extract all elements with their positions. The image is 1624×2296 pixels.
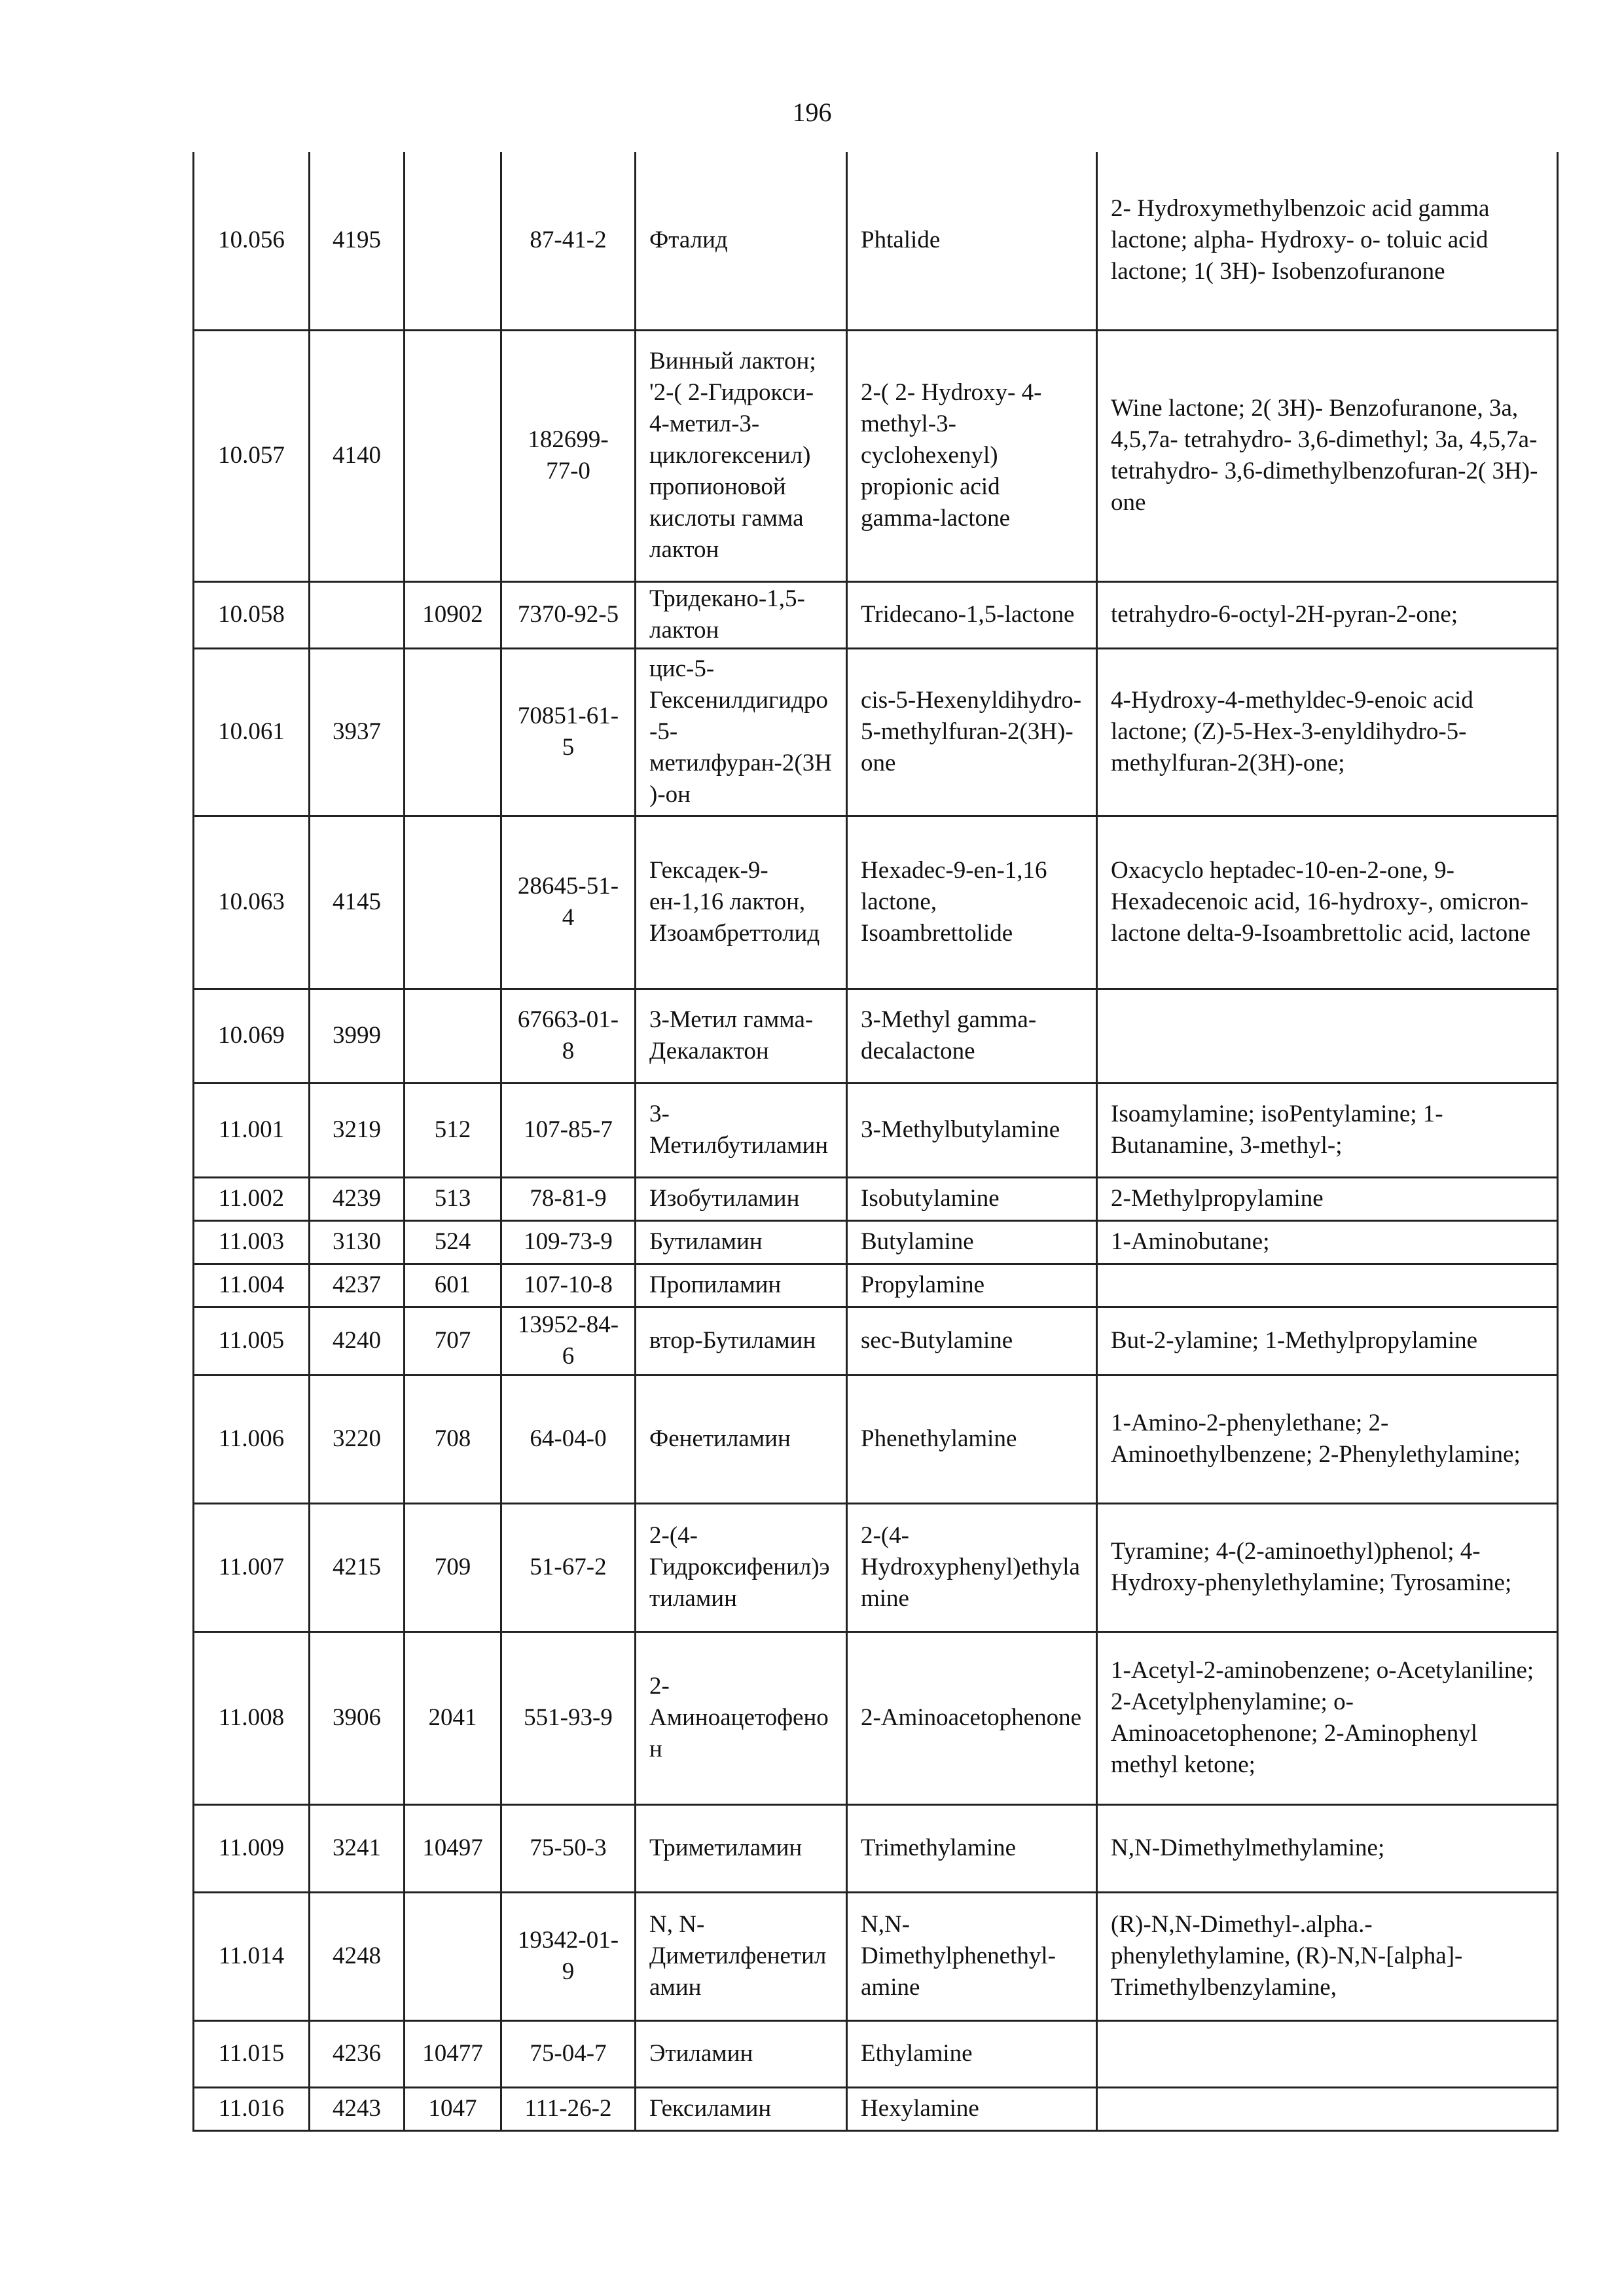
cell-name-en: Propylamine (847, 1264, 1097, 1307)
cell-cas: 109-73-9 (501, 1220, 636, 1264)
cell-cas: 13952-84-6 (501, 1307, 636, 1375)
cell-cas: 75-04-7 (501, 2020, 636, 2087)
cell-name-en: Ethylamine (847, 2020, 1097, 2087)
cell-name-en: Phtalide (847, 152, 1097, 330)
cell-number: 11.005 (194, 1307, 310, 1375)
cell-coe (405, 330, 501, 581)
cell-name-en: Butylamine (847, 1220, 1097, 1264)
cell-name-ru: втор-Бутиламин (636, 1307, 847, 1375)
cell-number: 11.016 (194, 2087, 310, 2130)
cell-synonyms (1097, 2020, 1558, 2087)
cell-synonyms: Tyramine; 4-(2-aminoethyl)phenol; 4-Hydroxy-phenylethylamine; Tyrosamine; (1097, 1503, 1558, 1631)
cell-name-ru: Этиламин (636, 2020, 847, 2087)
cell-fema: 4195 (310, 152, 405, 330)
cell-name-en: 3-Methyl gamma-decalactone (847, 989, 1097, 1083)
cell-fema: 3937 (310, 648, 405, 816)
cell-fema: 3220 (310, 1375, 405, 1503)
cell-coe: 2041 (405, 1631, 501, 1804)
table-row (194, 1631, 1558, 1804)
cell-name-ru: цис-5-Гексенилдигидро-5-метилфуран-2(3Н)-он (636, 648, 847, 816)
cell-cas: 87-41-2 (501, 152, 636, 330)
table-row (194, 2020, 1558, 2087)
cell-fema: 4240 (310, 1307, 405, 1375)
cell-name-ru: Фталид (636, 152, 847, 330)
cell-name-en: Phenethylamine (847, 1375, 1097, 1503)
cell-coe (405, 1892, 501, 2020)
cell-name-en: cis-5-Hexenyldihydro-5-methylfuran-2(3H)-one (847, 648, 1097, 816)
table-row (194, 2087, 1558, 2130)
cell-coe (405, 816, 501, 989)
cell-name-ru: Бутиламин (636, 1220, 847, 1264)
cell-fema: 3130 (310, 1220, 405, 1264)
cell-number: 11.014 (194, 1892, 310, 2020)
cell-coe (405, 152, 501, 330)
table-row (194, 989, 1558, 1083)
cell-fema: 4239 (310, 1177, 405, 1220)
cell-cas: 551-93-9 (501, 1631, 636, 1804)
cell-name-ru: Триметиламин (636, 1804, 847, 1892)
cell-cas: 70851-61-5 (501, 648, 636, 816)
cell-fema: 4215 (310, 1503, 405, 1631)
cell-fema: 3906 (310, 1631, 405, 1804)
cell-name-ru: Тридекано-1,5-лактон (636, 581, 847, 648)
cell-cas: 19342-01-9 (501, 1892, 636, 2020)
cell-coe: 524 (405, 1220, 501, 1264)
cell-name-en: 2-(4-Hydroxyphenyl)ethylamine (847, 1503, 1097, 1631)
cell-number: 10.063 (194, 816, 310, 989)
cell-synonyms: Isoamylamine; isoPentylamine; 1-Butanamine, 3-methyl-; (1097, 1083, 1558, 1177)
cell-name-en: 2-Aminoacetophenone (847, 1631, 1097, 1804)
cell-number: 10.069 (194, 989, 310, 1083)
cell-number: 11.002 (194, 1177, 310, 1220)
table-row (194, 1220, 1558, 1264)
cell-fema: 4237 (310, 1264, 405, 1307)
cell-name-ru: 3-Метил гамма-Декалактон (636, 989, 847, 1083)
cell-fema: 4236 (310, 2020, 405, 2087)
cell-name-ru: 3-Метилбутиламин (636, 1083, 847, 1177)
table-row (194, 1264, 1558, 1307)
cell-coe: 512 (405, 1083, 501, 1177)
cell-number: 10.058 (194, 581, 310, 648)
cell-synonyms (1097, 1264, 1558, 1307)
table-row (194, 581, 1558, 648)
table-row (194, 816, 1558, 989)
cell-synonyms: Wine lactone; 2( 3H)- Benzofuranone, 3a, 4,5,7a- tetrahydro- 3,6-dimethyl; 3a, 4,5,7a- tetrahydro- 3,6-dimethylbenzofuran-2( 3H)- one (1097, 330, 1558, 581)
table-row (194, 1307, 1558, 1375)
cell-fema (310, 581, 405, 648)
cell-synonyms: 1-Acetyl-2-aminobenzene; o-Acetylaniline; 2-Acetylphenylamine; o-Aminoacetophenone; 2-Aminophenyl methyl ketone; (1097, 1631, 1558, 1804)
cell-coe: 601 (405, 1264, 501, 1307)
cell-cas: 107-10-8 (501, 1264, 636, 1307)
cell-cas: 67663-01-8 (501, 989, 636, 1083)
cell-name-ru: Гексадек-9-ен-1,16 лактон, Изоамбреттолид (636, 816, 847, 989)
cell-fema: 3241 (310, 1804, 405, 1892)
cell-cas: 75-50-3 (501, 1804, 636, 1892)
cell-name-ru: 2-(4-Гидроксифенил)этиламин (636, 1503, 847, 1631)
cell-synonyms: But-2-ylamine; 1-Methylpropylamine (1097, 1307, 1558, 1375)
cell-number: 11.007 (194, 1503, 310, 1631)
cell-fema: 4243 (310, 2087, 405, 2130)
table-row (194, 1892, 1558, 2020)
cell-cas: 64-04-0 (501, 1375, 636, 1503)
cell-synonyms: 4-Hydroxy-4-methyldec-9-enoic acid lactone; (Z)-5-Hex-3-enyldihydro-5-methylfuran-2(3H)-one; (1097, 648, 1558, 816)
cell-fema: 4145 (310, 816, 405, 989)
table-body (194, 152, 1558, 2130)
cell-name-ru: Пропиламин (636, 1264, 847, 1307)
cell-number: 10.061 (194, 648, 310, 816)
table-row (194, 1177, 1558, 1220)
cell-synonyms: N,N-Dimethylmethylamine; (1097, 1804, 1558, 1892)
table-row (194, 330, 1558, 581)
cell-cas: 107-85-7 (501, 1083, 636, 1177)
cell-number: 11.008 (194, 1631, 310, 1804)
cell-coe: 10477 (405, 2020, 501, 2087)
flavoring-substances-table (192, 152, 1559, 2132)
cell-name-en: sec-Butylamine (847, 1307, 1097, 1375)
cell-number: 11.015 (194, 2020, 310, 2087)
cell-name-ru: Изобутиламин (636, 1177, 847, 1220)
cell-name-ru: Гексиламин (636, 2087, 847, 2130)
cell-name-en: 3-Methylbutylamine (847, 1083, 1097, 1177)
cell-name-ru: 2-Аминоацетофенон (636, 1631, 847, 1804)
cell-cas: 78-81-9 (501, 1177, 636, 1220)
cell-synonyms: Oxacyclo heptadec-10-en-2-one, 9-Hexadecenoic acid, 16-hydroxy-, omicron-lactone delta-9-Isoambrettolic acid, lactone (1097, 816, 1558, 989)
cell-synonyms: 1-Aminobutane; (1097, 1220, 1558, 1264)
cell-coe: 707 (405, 1307, 501, 1375)
cell-coe (405, 648, 501, 816)
cell-name-en: Trimethylamine (847, 1804, 1097, 1892)
cell-coe: 1047 (405, 2087, 501, 2130)
cell-cas: 182699-77-0 (501, 330, 636, 581)
cell-cas: 111-26-2 (501, 2087, 636, 2130)
cell-fema: 4140 (310, 330, 405, 581)
cell-synonyms: tetrahydro-6-octyl-2H-pyran-2-one; (1097, 581, 1558, 648)
cell-synonyms: 2- Hydroxymethylbenzoic acid gamma lactone; alpha- Hydroxy- o- toluic acid lactone; 1( 3H)- Isobenzofuranone (1097, 152, 1558, 330)
cell-synonyms (1097, 989, 1558, 1083)
cell-number: 11.001 (194, 1083, 310, 1177)
cell-cas: 51-67-2 (501, 1503, 636, 1631)
cell-synonyms (1097, 2087, 1558, 2130)
cell-number: 11.004 (194, 1264, 310, 1307)
cell-fema: 4248 (310, 1892, 405, 2020)
cell-name-ru: Винный лактон; '2-( 2-Гидрокси- 4-метил-3-циклогексенил) пропионовой кислоты гамма лактон (636, 330, 847, 581)
cell-coe (405, 989, 501, 1083)
cell-number: 11.003 (194, 1220, 310, 1264)
cell-number: 10.056 (194, 152, 310, 330)
cell-name-en: Tridecano-1,5-lactone (847, 581, 1097, 648)
cell-coe: 10497 (405, 1804, 501, 1892)
cell-cas: 28645-51-4 (501, 816, 636, 989)
cell-coe: 513 (405, 1177, 501, 1220)
page-number: 196 (792, 98, 832, 127)
cell-fema: 3999 (310, 989, 405, 1083)
cell-synonyms: 2-Methylpropylamine (1097, 1177, 1558, 1220)
cell-synonyms: (R)-N,N-Dimethyl-.alpha.-phenylethylamine, (R)-N,N-[alpha]-Trimethylbenzylamine, (1097, 1892, 1558, 2020)
table-row (194, 152, 1558, 330)
cell-number: 11.009 (194, 1804, 310, 1892)
cell-name-en: Isobutylamine (847, 1177, 1097, 1220)
table-row (194, 1375, 1558, 1503)
cell-cas: 7370-92-5 (501, 581, 636, 648)
cell-name-ru: N, N-Диметилфенетиламин (636, 1892, 847, 2020)
table-row (194, 1503, 1558, 1631)
cell-coe: 709 (405, 1503, 501, 1631)
cell-number: 10.057 (194, 330, 310, 581)
table-row (194, 648, 1558, 816)
table-row (194, 1083, 1558, 1177)
cell-name-en: Hexylamine (847, 2087, 1097, 2130)
cell-name-en: Hexadec-9-en-1,16 lactone, Isoambrettolide (847, 816, 1097, 989)
cell-coe: 708 (405, 1375, 501, 1503)
cell-name-en: N,N-Dimethylphenethyl-amine (847, 1892, 1097, 2020)
cell-coe: 10902 (405, 581, 501, 648)
cell-name-ru: Фенетиламин (636, 1375, 847, 1503)
cell-fema: 3219 (310, 1083, 405, 1177)
cell-name-en: 2-( 2- Hydroxy- 4-methyl-3-cyclohexenyl) propionic acid gamma-lactone (847, 330, 1097, 581)
cell-number: 11.006 (194, 1375, 310, 1503)
table-row (194, 1804, 1558, 1892)
cell-synonyms: 1-Amino-2-phenylethane; 2-Aminoethylbenzene; 2-Phenylethylamine; (1097, 1375, 1558, 1503)
